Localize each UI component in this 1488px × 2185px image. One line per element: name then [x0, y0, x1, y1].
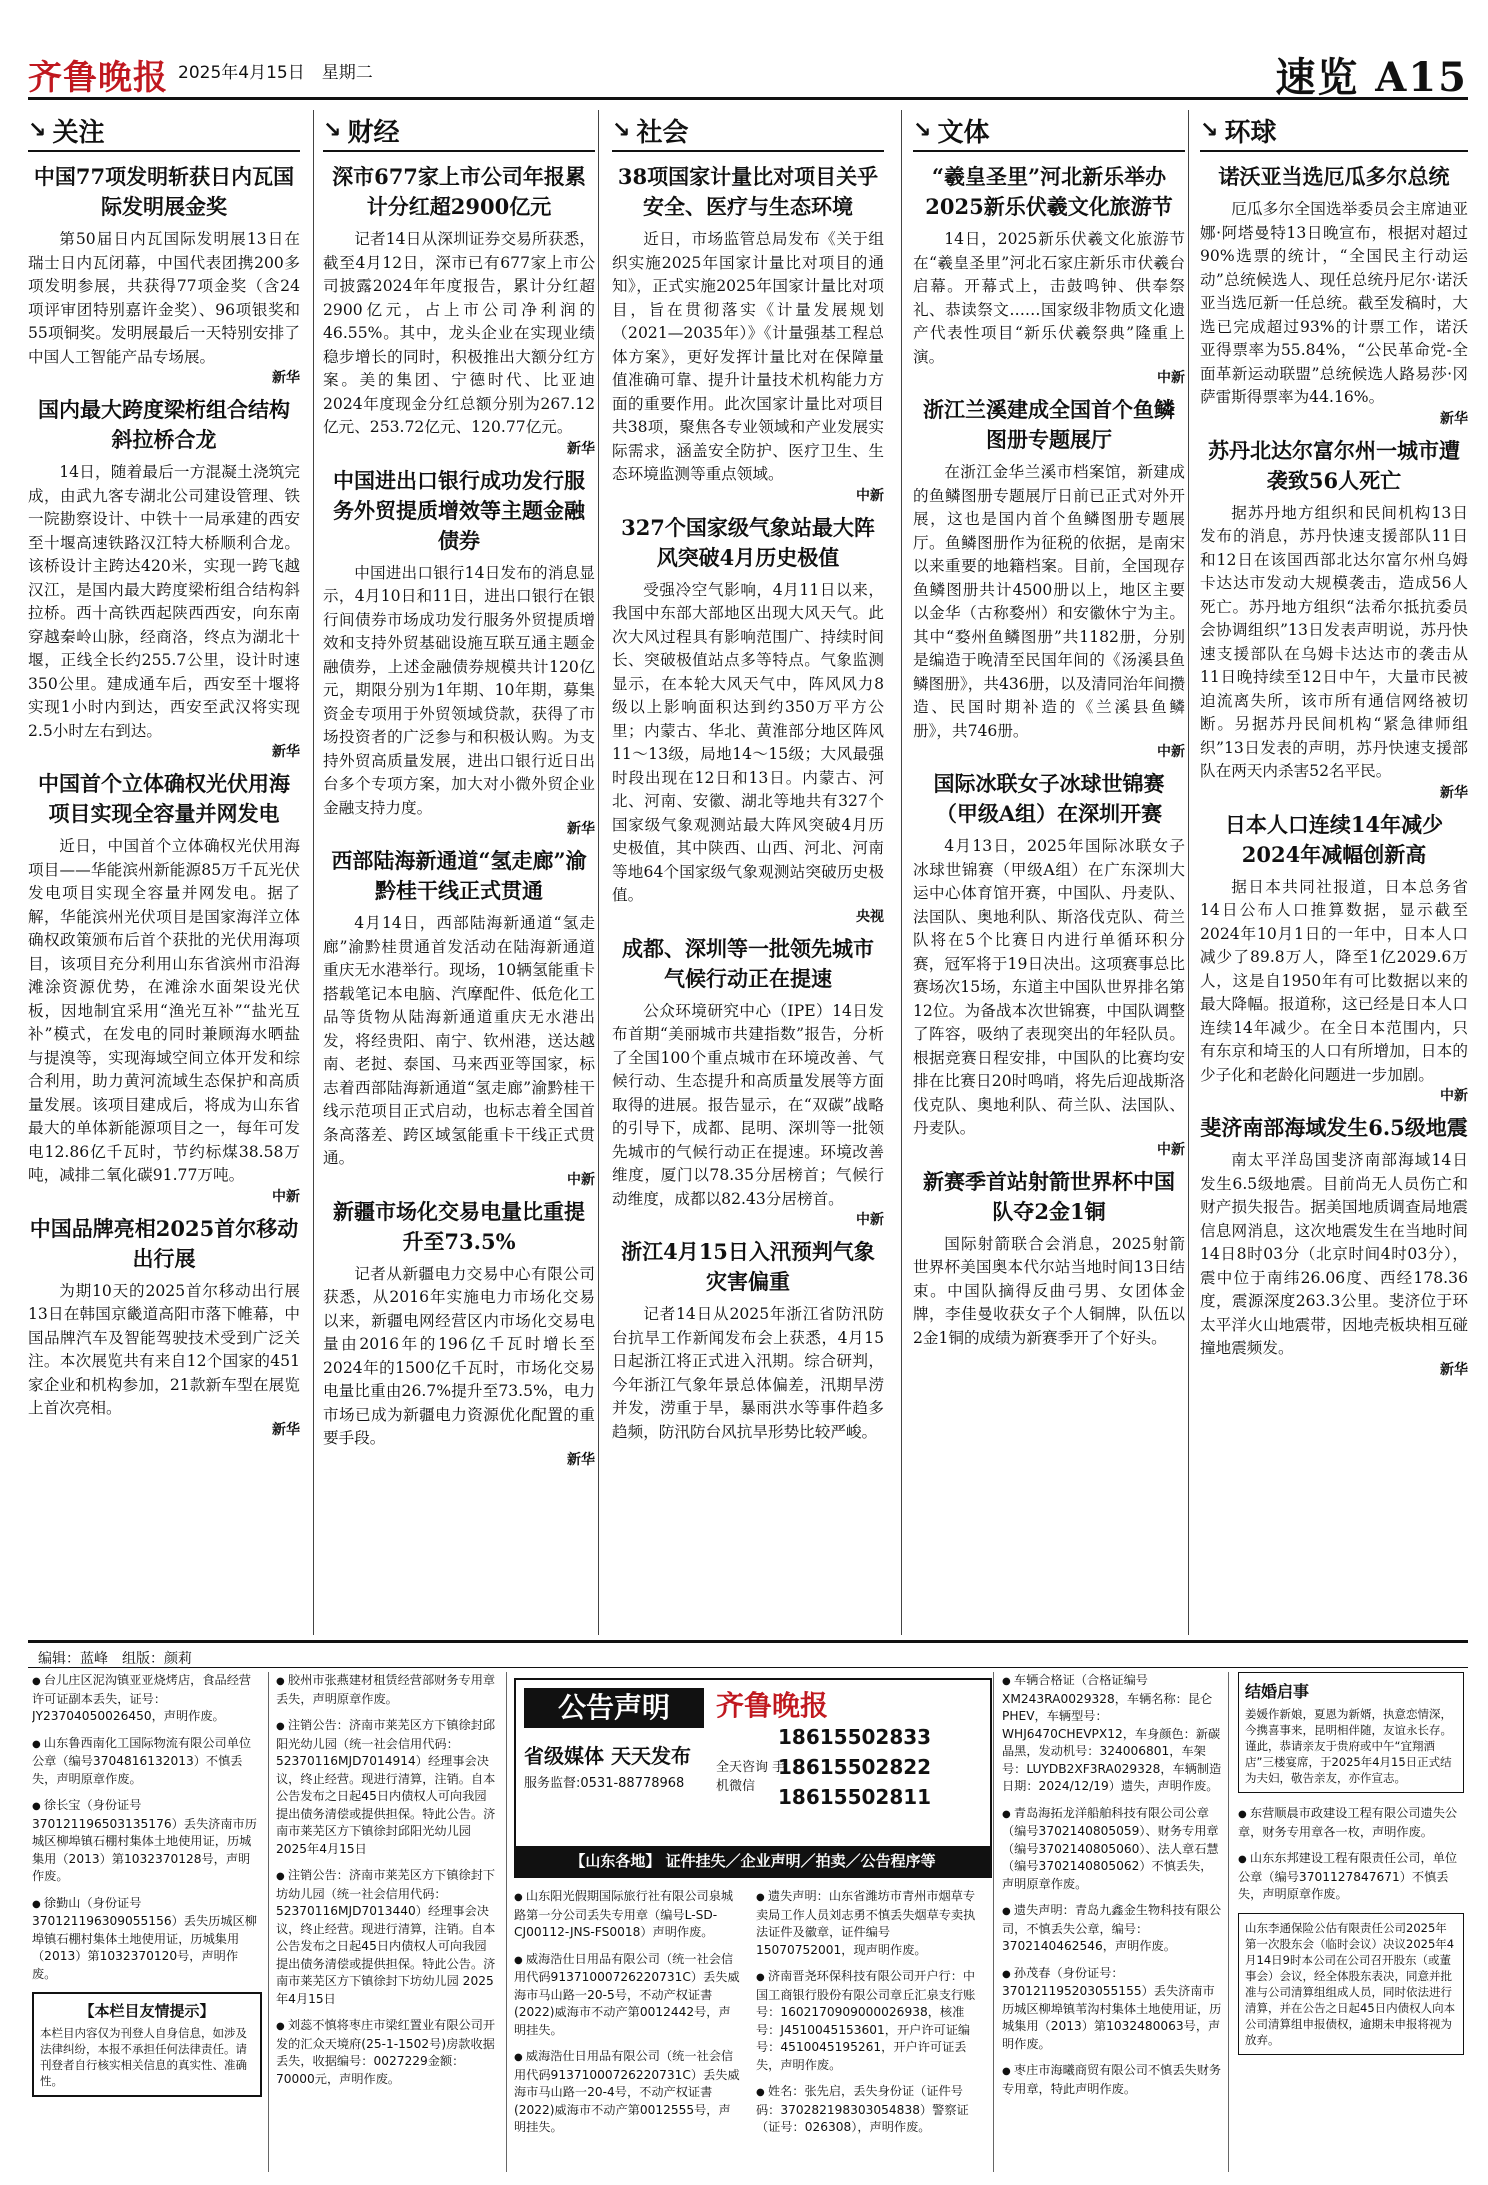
arrow-icon: ↘: [913, 117, 932, 143]
news-article: [323, 1197, 595, 1469]
column-huanqiu: [1200, 110, 1468, 1635]
news-article: [612, 162, 884, 505]
news-article: [612, 1237, 884, 1444]
liquidation-notice: 山东李通保险公估有限责任公司2025年第一次股东会（临时会议）决议2025年4月14日9时本公司在公司召开股东（或董事会）会议，经全体股东表决，同意并批准与公司清算组组成人员，同时依法进行清算，并在公告之日起45日内债权人向本公司清算组申报债权，逾期未申报将视为放弃。: [1238, 1913, 1464, 2055]
classified-item: ● 威海浩仕日用品有限公司（统一社会信用代码91371000726220731C）丢失威海市马山路一20-5号，不动产权证書(2022)威海市不动产第0012442号，声明挂失。: [514, 1951, 740, 2040]
classified-item: ● 山东阳光假期国际旅行社有限公司泉城路第一分公司丢失专用章（编号L-SD-CJ00112-JNS-FS0018）声明作废。: [514, 1888, 740, 1942]
column-shehui: [612, 110, 884, 1635]
article-source: 新华: [567, 440, 595, 457]
article-title: 苏丹北达尔富尔州一城市遭袭致56人死亡: [1208, 437, 1460, 493]
news-article: [323, 846, 595, 1189]
article-title: 新赛季首站射箭世界杯中国队夺2金1铜: [923, 1168, 1175, 1224]
article-body: 近日，中国首个立体确权光伏用海项目——华能滨州新能源85万千瓦光伏发电项目实现全容量并网发电。据了解，华能滨州光伏项目是国家海洋立体确权政策颁布后首个获批的光伏用海项目，该项目充分利用山东省滨州市沿海滩涂资源优势，在滩涂水面架设光伏板，因地制宜采用“渔光互补”“盐光互补”模式，在发电的同时兼顾海水晒盐与提溴等，实现海域空间立体开发和综合利用，助力黄河流域生态保护和高质量发展。该项目建成后，将成为山东省最大的单体新能源项目之一，每年可发电12.86亿千瓦时，节约标煤38.58万吨，减排二氧化碳91.77万吨。: [28, 837, 300, 1184]
news-article: [913, 1167, 1185, 1351]
section-header: [28, 110, 300, 152]
article-body: 4月13日，2025年国际冰联女子冰球世锦赛（甲级A组）在广东深圳大运中心体育馆开赛，中国队、丹麦队、法国队、奥地利队、斯洛伐克队、荷兰队将在5个比赛日内进行单循环积分赛，冠军将于19日决出。这项赛事总比赛场次15场，东道主中国队世界排名第12位。为备战本次世锦赛，中国队调整了阵容，吸纳了表现突出的年轻队员。根据竞赛日程安排，中国队的比赛均安排在比赛日20时鸣哨，将先后迎战斯洛伐克队、奥地利队、荷兰队、法国队、丹麦队。: [913, 837, 1185, 1137]
article-title: 西部陆海新通道“氢走廊”渝黔桂干线正式贯通: [331, 848, 587, 903]
article-body: 14日，随着最后一方混凝土浇筑完成，由武九客专湖北公司建设管理、铁一院勘察设计、中铁十一局承建的西安至十堰高速铁路汉江特大桥顺利合龙。该桥设计主跨达420米，实现一跨飞越汉江，是国内最大跨度梁桁组合结构斜拉桥。西十高铁西起陕西西安，向东南穿越秦岭山脉，经商洛，终点为湖北十堰，正线全长约255.7公里，设计时速350公里。建成通车后，西安至十堰将实现1小时内到达，西安至武汉将实现2.5小时左右到达。: [28, 463, 300, 740]
article-title: 中国77项发明斩获日内瓦国际发明展金奖: [33, 164, 295, 219]
article-source: 新华: [272, 370, 300, 386]
news-article: [913, 395, 1185, 761]
classified-item: ● 徐长宝（身份证号370121196503135176）丢失济南市历城区柳埠镇石棚村集体土地使用证，历城集用（2013）第1032370128号，声明作废。: [32, 1797, 262, 1886]
article-title: 日本人口连续14年减少2024年减幅创新高: [1224, 811, 1444, 867]
article-title: 327个国家级气象站最大阵风突破4月历史极值: [621, 514, 875, 570]
news-article: [913, 769, 1185, 1159]
notice-ad-logo: 齐鲁晚报: [716, 1689, 829, 1722]
article-source: 中新: [567, 1171, 595, 1188]
article-body: 据日本共同社报道，日本总务省14日公布人口推算数据，显示截至2024年10月1日的一年中，日本人口减少了89.8万人，降至1亿2029.6万人，这是自1950年有可比数据以来的最大降幅。报道称，这已经是日本人口连续14年减少。在全日本范围内，只有东京和埼玉的人口有所增加，日本的少子化和老龄化问题进一步加剧。: [1200, 877, 1468, 1084]
article-title: “羲皇圣里”河北新乐举办2025新乐伏羲文化旅游节: [925, 164, 1173, 219]
article-title: 38项国家计量比对项目关乎安全、医疗与生态环境: [617, 164, 879, 219]
news-article: [28, 1214, 300, 1439]
section-header: [612, 110, 884, 152]
news-article: [28, 769, 300, 1206]
article-source: 新华: [1440, 784, 1468, 801]
article-body: 厄瓜多尔全国选举委员会主席迪亚娜·阿塔曼特13日晚宣布，根据对超过90%选票的统计，“全国民主行动运动”总统候选人、现任总统丹尼尔·诺沃亚当选厄新一任总统。截至发稿时，大选已完成超过93%的计票工作，诺沃亚得票率为55.84%，“公民革命党-全面革新运动联盟”总统候选人路易莎·冈萨雷斯得票率为44.16%。: [1200, 200, 1468, 406]
article-source: 中新: [1157, 1141, 1185, 1158]
classified-item: ● 姓名：张先启，丢失身份证（证件号码：370282198303054838）警察证（证号：026308），声明作废。: [756, 2083, 982, 2137]
article-source: 央视: [856, 908, 884, 925]
classified-item: ● 东营顺晨市政建设工程有限公司遗失公章，财务专用章各一枚，声明作废。: [1238, 1805, 1464, 1841]
page-number: A15: [1375, 54, 1468, 101]
article-body: 记者14日从深圳证券交易所获悉，截至4月12日，深市已有677家上市公司披露2024年年度报告，累计分红超2900亿元，占上市公司净利润的46.55%。其中，龙头企业在实现业绩稳步增长的同时，积极推出大额分红方案。美的集团、宁德时代、比亚迪2024年度现金分红总额分别为267.12亿元、253.72亿元、120.77亿元。: [323, 230, 595, 436]
news-article: [323, 162, 595, 458]
notice-ad-title: 公告声明: [524, 1688, 704, 1728]
news-article: [1200, 162, 1468, 428]
article-source: 新华: [1440, 410, 1468, 427]
news-columns: [28, 110, 1468, 1635]
article-title: 浙江4月15日入汛预判气象灾害偏重: [621, 1239, 875, 1294]
article-source: 新华: [272, 744, 300, 760]
article-source: 中新: [856, 1212, 884, 1228]
article-body: 为期10天的2025首尔移动出行展13日在韩国京畿道高阳市落下帷幕，中国品牌汽车及智能驾驶技术受到广泛关注。本次展览共有来自12个国家的451家企业和机构参加，21款新车型在展览上首次亮相。: [28, 1281, 300, 1417]
article-title: 深市677家上市公司年报累计分红超2900亿元: [332, 164, 586, 219]
news-article: [28, 162, 300, 387]
article-body: 国际射箭联合会消息，2025射箭世界杯美国奥本代尔站当地时间13日结束。中国队摘得反曲弓男、女团体金牌，李佳曼收获女子个人铜牌，队伍以2金1铜的成绩为新赛季开了个好头。: [913, 1234, 1185, 1347]
classified-item: ● 徐勤山（身份证号370121196309055156）丢失历城区柳埠镇石棚村集体土地使用证，历城集用（2013）第1032370120号，声明作废。: [32, 1895, 262, 1984]
article-title: 中国首个立体确权光伏用海项目实现全容量并网发电: [38, 771, 290, 826]
article-source: 中新: [272, 1188, 300, 1205]
notice-ad-phones: 18615502833 18615502822 18615502811: [778, 1725, 932, 1809]
article-source: 新华: [567, 1451, 595, 1468]
classified-item: ● 山东东邦建设工程有限责任公司，单位公章（编号3701127847671）不慎丢失，声明原章作废。: [1238, 1850, 1464, 1904]
column-caijing: [323, 110, 595, 1635]
section-label: 文体: [937, 117, 990, 148]
article-body: 第50届日内瓦国际发明展13日在瑞士日内瓦闭幕，中国代表团携200多项发明参展，共获得77项金奖（含24项评审团特别嘉许金奖）、96项银奖和55项铜奖。发明展最后一天特别安排了中国人工智能产品专场展。: [28, 230, 300, 366]
notice-ad-consult: 全天咨询 手机微信: [716, 1760, 786, 1794]
article-body: 公众环境研究中心（IPE）14日发布首期“美丽城市共建指数”报告，分析了全国100个重点城市在环境改善、气候行动、生态提升和高质量发展等方面取得的进展。报告显示，在“双碳”战略的引导下，成都、昆明、深圳等一批领先城市的气候行动正在提速。环境改善维度，厦门以78.35分居榜首；气候行动维度，成都以82.43分居榜首。: [612, 1001, 884, 1208]
section-label: 社会: [636, 117, 689, 148]
notice-ad-service-phone: 服务监督:0531-88778968: [524, 1776, 685, 1791]
page-section-title: 速览 A15: [1275, 54, 1468, 101]
news-article: [28, 395, 300, 761]
classified-item: ● 注销公告：济南市莱芜区方下镇徐封下坊幼儿园（统一社会信用代码：52370116MJD7013440）经理事会决议，终止经营。现进行清算，注销。自本公告发布之日起45日内债权人可向我园提出债务清偿或提供担保。特此公告。济南市莱芜区方下镇徐封下坊幼儿园 2025年4月15日: [276, 1867, 498, 2008]
marriage-notice: 结婚启事 姜媛作新娘，夏恩为新婿，执意恋情深，今携喜事来，昆明相伴随，友谊永长存。谨此，恭请亲友于贵府或中午“宜翔酒店”三楼宴席，于2025年4月15日正式结为夫妇，敬告亲友，亦作宣志。: [1238, 1672, 1464, 1793]
classified-column: [1238, 1672, 1464, 2172]
classified-item: ● 刘蕊不慎将枣庄市梁红置业有限公司开发的汇众天境府(25-1-1502号)房款收据丢失，收据编号：0027229金额：70000元，声明作废。: [276, 2017, 498, 2088]
article-title: 诺沃亚当选厄瓜多尔总统: [1218, 164, 1450, 189]
classified-subcolumn: [514, 1888, 740, 2146]
classified-item: ● 山东鲁西南化工国际物流有限公司单位公章（编号3704816132013）不慎丢失，声明原章作废。: [32, 1735, 262, 1789]
article-source: 中新: [856, 487, 884, 504]
classified-item: ● 车辆合格证（合格证编号XM243RA0029328，车辆名称：昆仑PHEV，车辆型号：WHJ6470CHEVPX12，车身颜色：新碳晶黑，发动机号：324006801，车架号：LUYDB2XF3RA029328，车辆制造日期：2024/12/19）遗失，声明作废。: [1002, 1672, 1222, 1796]
article-title: 国内最大跨度梁桁组合结构斜拉桥合龙: [38, 397, 290, 452]
tip-body: 本栏目内容仅为刊登人自身信息，如涉及法律纠纷，本报不承担任何法律责任。请刊登者自行核实相关信息的真实性、准确性。: [40, 2026, 247, 2088]
news-article: [612, 934, 884, 1230]
page-header: [28, 0, 1468, 100]
section-label: 环球: [1224, 117, 1277, 148]
article-title: 新疆市场化交易电量比重提升至73.5%: [333, 1198, 585, 1254]
article-title: 国际冰联女子冰球世锦赛（甲级A组）在深圳开赛: [933, 771, 1165, 826]
classified-item: ● 胶州市张燕建材租赁经营部财务专用章丢失，声明原章作废。: [276, 1672, 498, 1708]
issue-date: 2025年4月15日 星期二: [178, 63, 373, 83]
article-source: 新华: [567, 821, 595, 837]
article-body: 在浙江金华兰溪市档案馆，新建成的鱼鳞图册专题展厅日前已正式对外开展，这也是国内首个鱼鳞图册专题展厅。鱼鳞图册作为征税的依据，是南宋以来重要的地籍档案。目前，全国现存鱼鳞图册共计4500册以上，地区主要以金华（古称婺州）和安徽休宁为主。其中“婺州鱼鳞图册”共1182册，分别是编造于晚清至民国年间的《汤溪县鱼鳞图册》，共436册，以及清同治年间攒造、民国时期补造的《兰溪县鱼鳞册》，共746册。: [913, 463, 1185, 740]
classified-subcolumn: [756, 1888, 982, 2146]
news-article: [323, 466, 595, 839]
column-guanzhu: [28, 110, 300, 1635]
arrow-icon: ↘: [612, 117, 631, 143]
classified-column: [276, 1672, 498, 2172]
article-body: 记者从新疆电力交易中心有限公司获悉，从2016年实施电力市场化交易以来，新疆电网经营区内市场化交易电量由2016年的196亿千瓦时增长至2024年的1500亿千瓦时，市场化交易电量比重由26.7%提升至73.5%，电力市场已成为新疆电力资源优化配置的重要手段。: [323, 1264, 595, 1447]
section-header: [913, 110, 1185, 152]
classified-column: [32, 1672, 262, 2172]
arrow-icon: ↘: [28, 117, 47, 143]
article-body: 中国进出口银行14日发布的消息显示，4月10日和11日，进出口银行在银行间债券市场成功发行服务外贸提质增效和支持外贸基础设施互联互通主题金融债券，上述金融债券规模共计120亿元，期限分别为1年期、10年期，募集资金专项用于外贸领域贷款，获得了市场投资者的广泛参与和积极认购。为支持外贸高质量发展，进出口银行近日出台多个专项方案，加大对小微外贸企业金融支持力度。: [323, 563, 595, 817]
classifieds-area: [28, 1672, 1468, 2172]
article-body: 14日，2025新乐伏羲文化旅游节在“羲皇圣里”河北石家庄新乐市伏羲台启幕。开幕式上，击鼓鸣钟、供奉祭礼、恭读祭文……国家级非物质文化遗产代表性项目“新乐伏羲祭典”隆重上演。: [913, 230, 1185, 366]
news-article: [913, 162, 1185, 387]
article-body: 4月14日，西部陆海新通道“氢走廊”渝黔桂贯通首发活动在陆海新通道重庆无水港举行。现场，10辆氢能重卡搭载笔记本电脑、汽摩配件、低危化工品等货物从陆海新通道重庆无水港出发，将经贵阳、南宁、钦州港，送达越南、老挝、泰国、马来西亚等国家，标志着西部陆海新通道“氢走廊”渝黔桂干线示范项目正式启动，也标志着全国首条高落差、跨区域氢能重卡干线正式贯通。: [323, 914, 595, 1167]
article-source: 中新: [1440, 1088, 1468, 1104]
classified-column: [1002, 1672, 1222, 2172]
article-source: 中新: [1157, 370, 1185, 386]
news-article: [612, 513, 884, 926]
article-body: 近日，市场监管总局发布《关于组织实施2025年国家计量比对项目的通知》，正式实施2025年国家计量比对项目，旨在贯彻落实《计量发展规划（2021—2035年）》《计量强基工程总体方案》，更好发挥计量比对在保障量值准确可靠、提升计量技术机构能力方面的重要作用。此次国家计量比对项目共38项，聚焦各专业领域和产业发展实际需求，涵盖安全防护、医疗卫生、生态环境监测等重点领域。: [612, 230, 884, 483]
friendly-tip-box: [32, 1992, 262, 2097]
news-article: [1200, 810, 1468, 1106]
section-header: [323, 110, 595, 152]
classified-item: ● 济南晋尧环保科技有限公司开户行：中国工商银行股份有限公司章丘汇泉支行账号：1602170909000026938，核准号：J4510045153601，开户许可证编号：4510045195261，开户许可证丢失，声明作废。: [756, 1968, 982, 2074]
classified-item: ● 孙茂春（身份证号：370121195203055155）丢失济南市历城区柳埠镇苇沟村集体土地使用证，历城集用（2013）第1032480063号，声明作废。: [1002, 1965, 1222, 2054]
article-title: 中国进出口银行成功发行服务外贸提质增效等主题金融债券: [333, 467, 585, 553]
classified-item: ● 遗失声明：山东省潍坊市青州市烟草专卖局工作人员刘志勇不慎丢失烟草专卖执法证件及徽章，证件编号15070752001，现声明作废。: [756, 1888, 982, 1959]
arrow-icon: ↘: [1200, 117, 1219, 143]
article-body: 记者14日从2025年浙江省防汛防台抗旱工作新闻发布会上获悉，4月15日起浙江将正式进入汛期。综合研判，今年浙江气象年景总体偏差，汛期旱涝并发，涝重于旱，暴雨洪水等事件趋多趋频，防汛防台风抗旱形势比较严峻。: [612, 1305, 884, 1441]
notice-ad-footer: 【山东各地】 证件挂失／企业声明／拍卖／公告程序等: [516, 1846, 990, 1876]
article-source: 新华: [1440, 1361, 1468, 1378]
article-title: 成都、深圳等一批领先城市气候行动正在提速: [622, 935, 874, 991]
notice-ad-slogan: 省级媒体 天天发布: [524, 1744, 691, 1768]
article-title: 中国品牌亮相2025首尔移动出行展: [29, 1215, 299, 1271]
section-header: [1200, 110, 1468, 152]
article-body: 南太平洋岛国斐济南部海域14日发生6.5级地震。目前尚无人员伤亡和财产损失报告。据美国地质调查局地震信息网消息，这次地震发生在当地时间14日8时03分（北京时间4时03分），震中位于南纬26.06度、西经178.36度，震源深度263.3公里。斐济位于环太平洋火山地震带，因地壳板块相互碰撞地震频发。: [1200, 1151, 1468, 1357]
article-source: 中新: [1157, 744, 1185, 760]
classified-column: [514, 1672, 992, 2172]
news-article: [1200, 1113, 1468, 1379]
arrow-icon: ↘: [323, 117, 342, 143]
section-label: 关注: [52, 117, 105, 148]
notice-ad-box: [514, 1678, 992, 1878]
article-body: 受强冷空气影响，4月11日以来，我国中东部大部地区出现大风天气。此次大风过程具有影响范围广、持续时间长、突破极值站点多等特点。气象监测显示，在本轮大风天气中，阵风风力8级以上影响面积达到约350万平方公里；内蒙古、华北、黄淮部分地区阵风11～13级，局地14～15级；大风最强时段出现在12日和13日。内蒙古、河北、河南、安徽、湖北等地共有327个国家级气象观测站最大阵风突破4月历史极值，其中陕西、山西、河北、河南等地64个国家级气象观测站突破历史极值。: [612, 580, 884, 904]
section-label: 财经: [347, 117, 400, 148]
news-article: [1200, 436, 1468, 802]
classified-item: ● 注销公告：济南市莱芜区方下镇徐封邱阳光幼儿园（统一社会信用代码：52370116MJD7014914）经理事会决议，终止经营。现进行清算，注销。自本公告发布之日起45日内债权人可向我园提出债务清偿或提供担保。特此公告。济南市莱芜区方下镇徐封邱阳光幼儿园 2025年4月15日: [276, 1717, 498, 1858]
editor-line: 编辑：蓝峰 组版：颜莉: [28, 1640, 1468, 1668]
classified-subcolumn: [1238, 1805, 1464, 1904]
classified-item: ● 枣庄市海曦商贸有限公司不慎丢失财务专用章，特此声明作废。: [1002, 2062, 1222, 2098]
column-wenti: [913, 110, 1185, 1635]
article-title: 斐济南部海域发生6.5级地震: [1200, 1115, 1468, 1140]
classified-item: ● 台儿庄区泥沟镇亚亚烧烤店，食品经营许可证副本丢失，证号：JY23704050026450，声明作废。: [32, 1672, 262, 1726]
newspaper-logo: 齐鲁晚报: [28, 58, 168, 98]
tip-title: 【本栏目友情提示】: [79, 2002, 215, 2020]
classified-item: ● 威海浩仕日用品有限公司（统一社会信用代码91371000726220731C）丢失威海市马山路一20-4号，不动产权证書(2022)威海市不动产第0012555号，声明挂失。: [514, 2048, 740, 2137]
classified-item: ● 青岛海拓龙洋船舶科技有限公司公章（编号3702140805059）、财务专用章（编号3702140805060）、法人章石慧（编号3702140805062）不慎丢失，声明原章作废。: [1002, 1805, 1222, 1894]
classified-item: ● 遗失声明：青岛九鑫金生物科技有限公司，不慎丢失公章，编号：3702140462546，声明作废。: [1002, 1902, 1222, 1956]
article-title: 浙江兰溪建成全国首个鱼鳞图册专题展厅: [923, 397, 1175, 452]
article-body: 据苏丹地方组织和民间机构13日发布的消息，苏丹快速支援部队11日和12日在该国西部北达尔富尔州乌姆卡达达市发动大规模袭击，造成56人死亡。苏丹地方组织“法希尔抵抗委员会协调组织”13日发表声明说，苏丹快速支援部队在乌姆卡达达市的袭击从11日晚持续至12日中午，大量市民被迫流离失所，该市所有通信网络被切断。另据苏丹民间机构“紧急律师组织”13日发表的声明，苏丹快速支援部队在两天内杀害52名平民。: [1200, 503, 1468, 780]
article-source: 新华: [272, 1421, 300, 1438]
